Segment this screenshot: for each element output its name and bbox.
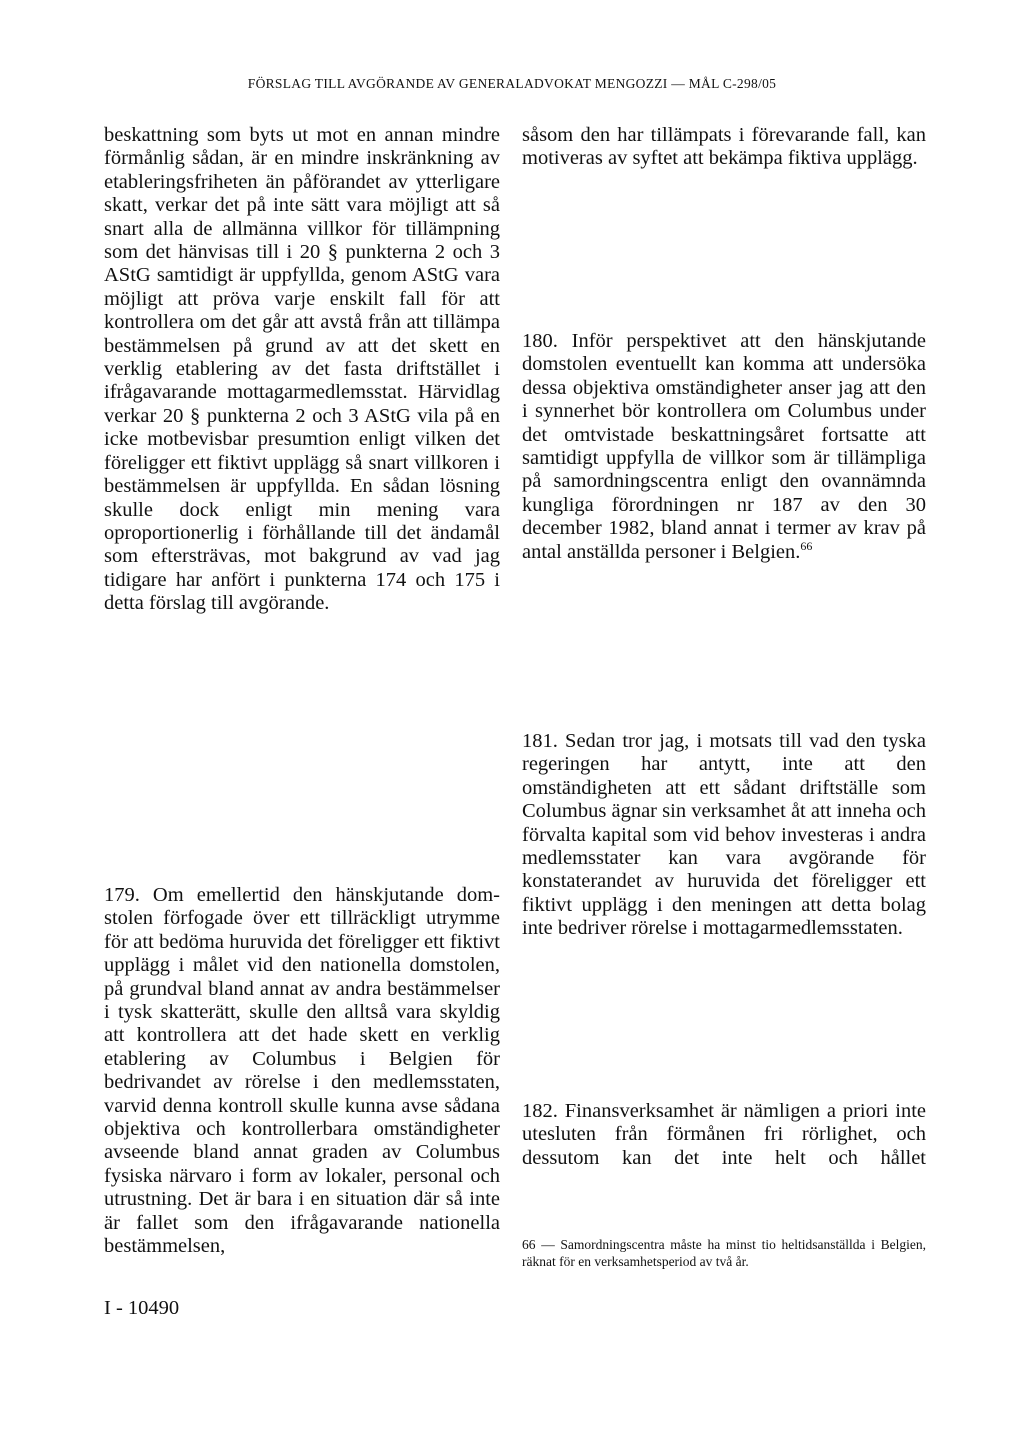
- footnote-reference-66: 66: [800, 538, 813, 553]
- paragraph-182: 182. Finansverksamhet är nämligen a priori inte utesluten från förmånen fri rörlighet, och dessutom kan det inte helt och hållet: [522, 1100, 926, 1169]
- paragraph-181: 181. Sedan tror jag, i motsats till vad den tyska regeringen har antytt, inte att den omständigheten att ett sådant driftställe som Columbus ägnar sin verksamhet åt att inneha och förvalta kapital som vid behov investeras i andra medlemsstater kan vara avgörande för konstaterandet av huruvida det föreligger ett fiktivt upplägg i den meningen att detta bolag inte bedriver rörelse i mottagarmedlemsstaten.: [522, 730, 926, 940]
- left-continued-paragraph: beskattning som byts ut mot en annan mindre förmånlig sådan, är en mindre inskränkning av etableringsfriheten än påförandet av ytterligare skatt, verkar det på inte sätt vara möjligt att så snart alla de allmänna villkor för tillämpning som det hänvisas till i 20 § punkterna 2 och 3 AStG samtidigt är uppfyllda, genom AStG vara möjligt att pröva varje enskilt fall för att kontrollera om det går att avstå från att tillämpa bestämmelsen på grund av att det skett en verklig etablering av det fasta driftstället i ifrågavarande mottagarmedlemsstat. Härvidlag verkar 20 § punkterna 2 och 3 AStG vila på en icke motbevisbar presumtion enligt vilken det föreligger ett fiktivt upplägg så snart villkoren i bestämmelsen är uppfyllda. En sådan lösning skulle dock enligt min mening vara oproportionerlig i förhållande till det ändamål som eftersträvas, mot bakgrund av vad jag tidigare har anfört i punkterna 174 och 175 i detta förslag till avgörande.: [104, 124, 500, 615]
- paragraph-179: 179. Om emellertid den hänskjutande domstolen förfogade över ett tillräckligt utrymme för att bedöma huruvida det föreligger ett fiktivt upplägg i målet vid den nationella domstolen, på grundval bland annat av andra bestämmelser i tysk skatterätt, skulle den alltså vara skyldig att kontrollera att det hade skett en verklig etablering av Columbus i Belgien för bedrivandet av rörelse i den medlemsstaten, varvid denna kontroll skulle kunna avse sådana objektiva och kontrollerbara omständigheter avseende bland annat graden av Columbus fysiska närvaro i form av lokaler, personal och utrustning. Det är bara i en situation där så inte är fallet som den ifrågavarande nationella bestämmelsen,: [104, 884, 500, 1258]
- right-column-p180: [522, 330, 926, 564]
- left-column-lower: [104, 884, 500, 1259]
- right-continued-paragraph: såsom den har tillämpats i förevarande fall, kan motiveras av syftet att bekämpa fiktiva upplägg.: [522, 124, 926, 170]
- running-header: FÖRSLAG TILL AVGÖRANDE AV GENERALADVOKAT MENGOZZI — MÅL C-298/05: [247, 76, 777, 91]
- footnote-66: 66 — Samordningscentra måste ha minst tio heltidsanställda i Belgien, räknat för en verksamhetsperiod av två år.: [522, 1237, 926, 1269]
- paragraph-180-text: 180. Inför perspektivet att den hänskjutande domstolen eventuellt kan komma att undersöka dessa objektiva omständigheter anser jag att den i synnerhet bör kontrollera om Columbus under det omtvistade beskattningsåret fortsatte att samtidigt uppfylla de villkor som är tillämpliga på samordningscentra enligt den ovannämnda kungliga förordningen nr 187 av den 30 december 1982, bland annat i termer av krav på antal anställda personer i Belgien.: [522, 330, 926, 563]
- left-column: [104, 124, 500, 616]
- paragraph-180: [522, 330, 926, 564]
- right-column-p182: [522, 1100, 926, 1170]
- right-column: [522, 124, 926, 171]
- right-column-p181: [522, 730, 926, 941]
- page-number: I - 10490: [104, 1297, 180, 1319]
